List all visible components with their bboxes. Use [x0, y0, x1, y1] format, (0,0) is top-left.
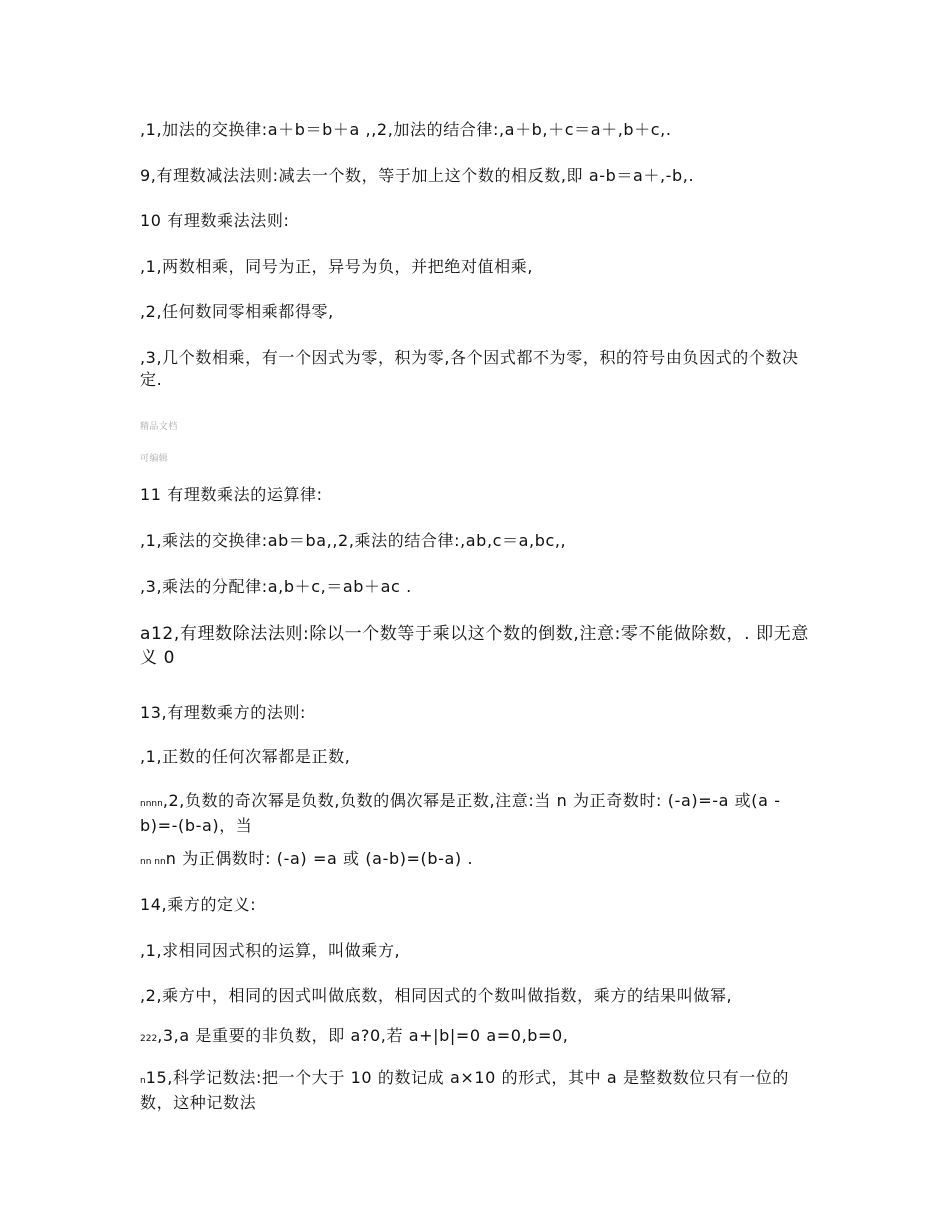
superscript-fragment: nnnn	[140, 799, 163, 809]
watermark-text-2: 可编辑	[140, 454, 169, 464]
text-line-power-definition-2: ,2,乘方中，相同的因式叫做底数，相同因式的个数叫做指数，乘方的结果叫做幂,	[140, 986, 733, 1005]
text-line-power-definition-3	[140, 1025, 820, 1050]
section-heading-multiplication-laws: 11 有理数乘法的运算律:	[140, 485, 323, 504]
text-line-power-rule-even	[140, 848, 820, 873]
watermark-text-1: 精品文档	[140, 422, 178, 432]
text-line-addition-laws: ,1,加法的交换律:a＋b＝b＋a ,,2,加法的结合律:,a＋b,＋c＝a＋,b＋c,.	[140, 120, 672, 139]
text-line-power-rule-even-body: n 为正偶数时: (-a) =a 或 (a-b)=(b-a) .	[165, 849, 474, 868]
text-line-power-rule-2-body: ,2,负数的奇次幂是负数,负数的偶次幂是正数,注意:当 n 为正奇数时: (-a)=-a 或(a -b)=-(b-a)，当	[140, 791, 781, 835]
text-line-subtraction-rule: 9,有理数减法法则:减去一个数，等于加上这个数的相反数,即 a-b＝a＋,-b,.	[140, 166, 695, 185]
superscript-fragment: 222	[140, 1034, 158, 1044]
text-line-power-rule-2	[140, 790, 812, 837]
text-line-multiplication-rule-2: ,2,任何数同零相乘都得零,	[140, 302, 334, 321]
text-line-scientific-notation	[140, 1067, 812, 1114]
section-heading-power-rule: 13,有理数乘方的法则:	[140, 703, 307, 722]
text-line-multiplication-rule-1: ,1,两数相乘，同号为正，异号为负，并把绝对值相乘,	[140, 257, 534, 276]
text-line-distributive: ,3,乘法的分配律:a,b＋c,＝ab＋ac .	[140, 577, 412, 596]
text-line-division-rule: a12,有理数除法法则:除以一个数等于乘以这个数的倒数,注意:零不能做除数，. 即无意义 0	[140, 624, 809, 668]
section-heading-multiplication-rule: 10 有理数乘法法则:	[140, 211, 290, 230]
text-line-power-definition-3-body: ,3,a 是重要的非负数，即 a?0,若 a+|b|=0 a=0,b=0,	[157, 1026, 569, 1045]
superscript-fragment: nn nn	[140, 857, 166, 867]
text-line-scientific-notation-body: 15,科学记数法:把一个大于 10 的数记成 a×10 的形式，其中 a 是整数数位只有一位的数，这种记数法	[140, 1068, 790, 1112]
text-line-power-rule-1: ,1,正数的任何次幂都是正数,	[140, 747, 351, 766]
text-line-power-definition-1: ,1,求相同因式积的运算，叫做乘方,	[140, 941, 401, 960]
text-line-commutative-associative: ,1,乘法的交换律:ab＝ba,,2,乘法的结合律:,ab,c＝a,bc,,	[140, 531, 567, 550]
text-line-multiplication-rule-3: ,3,几个数相乘，有一个因式为零，积为零,各个因式都不为零，积的符号由负因式的个数决定.	[140, 348, 799, 389]
superscript-fragment: n	[140, 1076, 146, 1086]
section-heading-power-definition: 14,乘方的定义:	[140, 895, 257, 914]
